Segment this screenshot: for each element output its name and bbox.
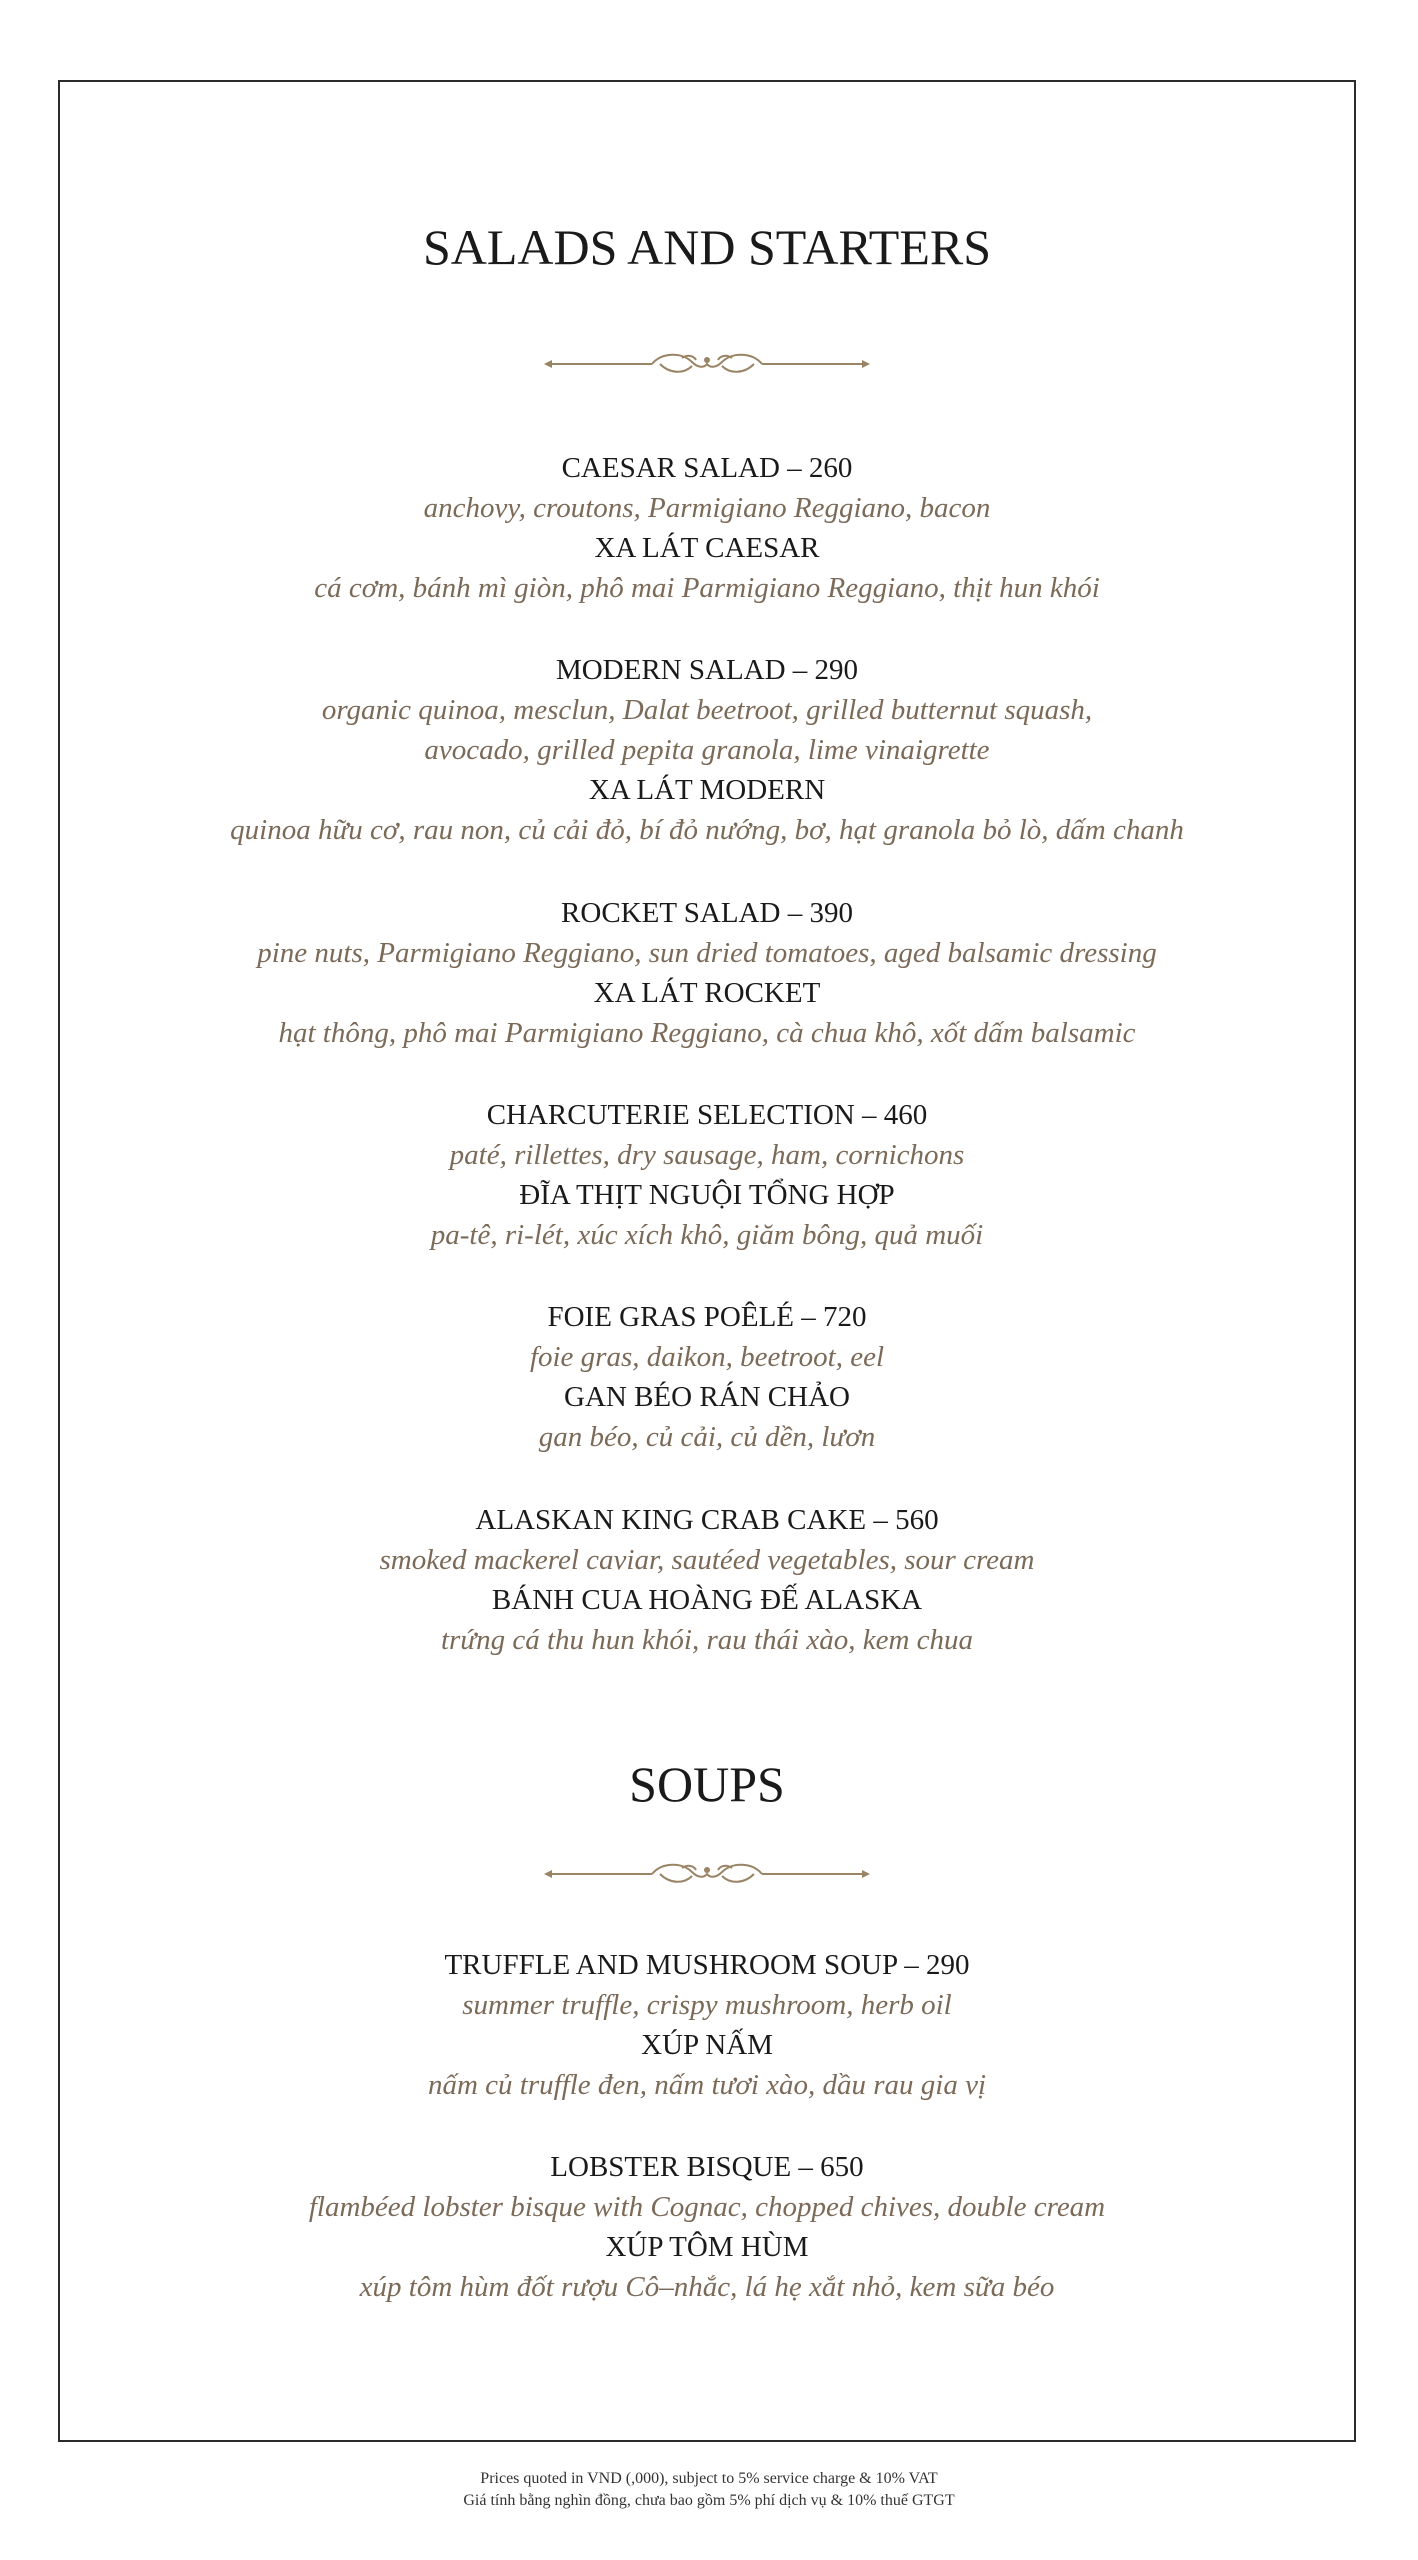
dish-description-vietnamese: cá cơm, bánh mì giòn, phô mai Parmigiano Reggiano, thịt hun khói bbox=[314, 572, 1100, 604]
dish-name-vietnamese: ĐĨA THỊT NGUỘI TỔNG HỢP bbox=[519, 1179, 895, 1211]
dish-name: ALASKAN KING CRAB CAKE – 560 bbox=[475, 1504, 939, 1536]
dish-name: MODERN SALAD – 290 bbox=[555, 654, 859, 686]
dish-description: anchovy, croutons, Parmigiano Reggiano, bacon bbox=[423, 492, 991, 524]
menu-item bbox=[58, 448, 1356, 608]
dish-name: LOBSTER BISQUE – 650 bbox=[550, 2151, 864, 2183]
dish-name-vietnamese: XÚP TÔM HÙM bbox=[605, 2231, 809, 2263]
dish-description: smoked mackerel caviar, sautéed vegetables, sour cream bbox=[379, 1544, 1035, 1576]
dish-name: TRUFFLE AND MUSHROOM SOUP – 290 bbox=[444, 1949, 970, 1981]
dish-name-vietnamese: XA LÁT CAESAR bbox=[594, 532, 820, 564]
menu-item bbox=[58, 1945, 1356, 2105]
price-note-vietnamese: Giá tính bằng nghìn đồng, chưa bao gồm 5% phí dịch vụ & 10% thuế GTGT bbox=[463, 2492, 955, 2509]
dish-description-vietnamese: xúp tôm hùm đốt rượu Cô–nhắc, lá hẹ xắt nhỏ, kem sữa béo bbox=[359, 2271, 1055, 2303]
dish-name-vietnamese: GAN BÉO RÁN CHẢO bbox=[564, 1381, 850, 1413]
dish-description-continued: avocado, grilled pepita granola, lime vinaigrette bbox=[424, 734, 990, 766]
dish-name-vietnamese: XA LÁT MODERN bbox=[588, 774, 826, 806]
dish-description: flambéed lobster bisque with Cognac, chopped chives, double cream bbox=[308, 2191, 1106, 2223]
dish-description: foie gras, daikon, beetroot, eel bbox=[529, 1341, 885, 1373]
flourish-divider-icon bbox=[542, 1856, 872, 1892]
section-header-soups bbox=[58, 1755, 1356, 1813]
menu-item bbox=[58, 1297, 1356, 1457]
dish-description-vietnamese: nấm củ truffle đen, nấm tươi xào, dầu rau gia vị bbox=[427, 2069, 987, 2101]
section-ornament bbox=[58, 346, 1356, 382]
menu-item bbox=[58, 1500, 1356, 1660]
menu-item bbox=[58, 1095, 1356, 1255]
dish-description: pine nuts, Parmigiano Reggiano, sun dried tomatoes, aged balsamic dressing bbox=[257, 937, 1157, 969]
dish-name: CAESAR SALAD – 260 bbox=[561, 452, 853, 484]
dish-name-vietnamese: XÚP NẤM bbox=[641, 2029, 773, 2061]
price-note-english: Prices quoted in VND (,000), subject to 5% service charge & 10% VAT bbox=[480, 2470, 938, 2487]
section-title: SALADS AND STARTERS bbox=[422, 219, 992, 275]
dish-name: FOIE GRAS POÊLÉ – 720 bbox=[547, 1301, 867, 1333]
dish-description-vietnamese: quinoa hữu cơ, rau non, củ cải đỏ, bí đỏ nướng, bơ, hạt granola bỏ lò, dấm chanh bbox=[230, 814, 1184, 846]
dish-name: CHARCUTERIE SELECTION – 460 bbox=[486, 1099, 928, 1131]
dish-description-vietnamese: trứng cá thu hun khói, rau thái xào, kem chua bbox=[440, 1624, 974, 1656]
dish-name-vietnamese: BÁNH CUA HOÀNG ĐẾ ALASKA bbox=[491, 1584, 923, 1616]
menu-item bbox=[58, 2147, 1356, 2307]
dish-description-vietnamese: gan béo, củ cải, củ dền, lươn bbox=[538, 1421, 876, 1453]
section-ornament bbox=[58, 1856, 1356, 1892]
price-disclaimer bbox=[0, 2468, 1418, 2512]
dish-description: summer truffle, crispy mushroom, herb oil bbox=[462, 1989, 952, 2021]
dish-description-vietnamese: pa-tê, ri-lét, xúc xích khô, giăm bông, quả muối bbox=[430, 1219, 984, 1251]
section-title: SOUPS bbox=[629, 1756, 785, 1812]
dish-description: organic quinoa, mesclun, Dalat beetroot, grilled butternut squash, bbox=[321, 694, 1093, 726]
dish-name-vietnamese: XA LÁT ROCKET bbox=[593, 977, 821, 1009]
dish-description: paté, rillettes, dry sausage, ham, cornichons bbox=[449, 1139, 965, 1171]
section-header-salads bbox=[58, 218, 1356, 276]
flourish-divider-icon bbox=[542, 346, 872, 382]
dish-name: ROCKET SALAD – 390 bbox=[561, 897, 853, 929]
dish-description-vietnamese: hạt thông, phô mai Parmigiano Reggiano, cà chua khô, xốt dấm balsamic bbox=[278, 1017, 1136, 1049]
menu-item bbox=[58, 893, 1356, 1053]
menu-item bbox=[58, 650, 1356, 850]
